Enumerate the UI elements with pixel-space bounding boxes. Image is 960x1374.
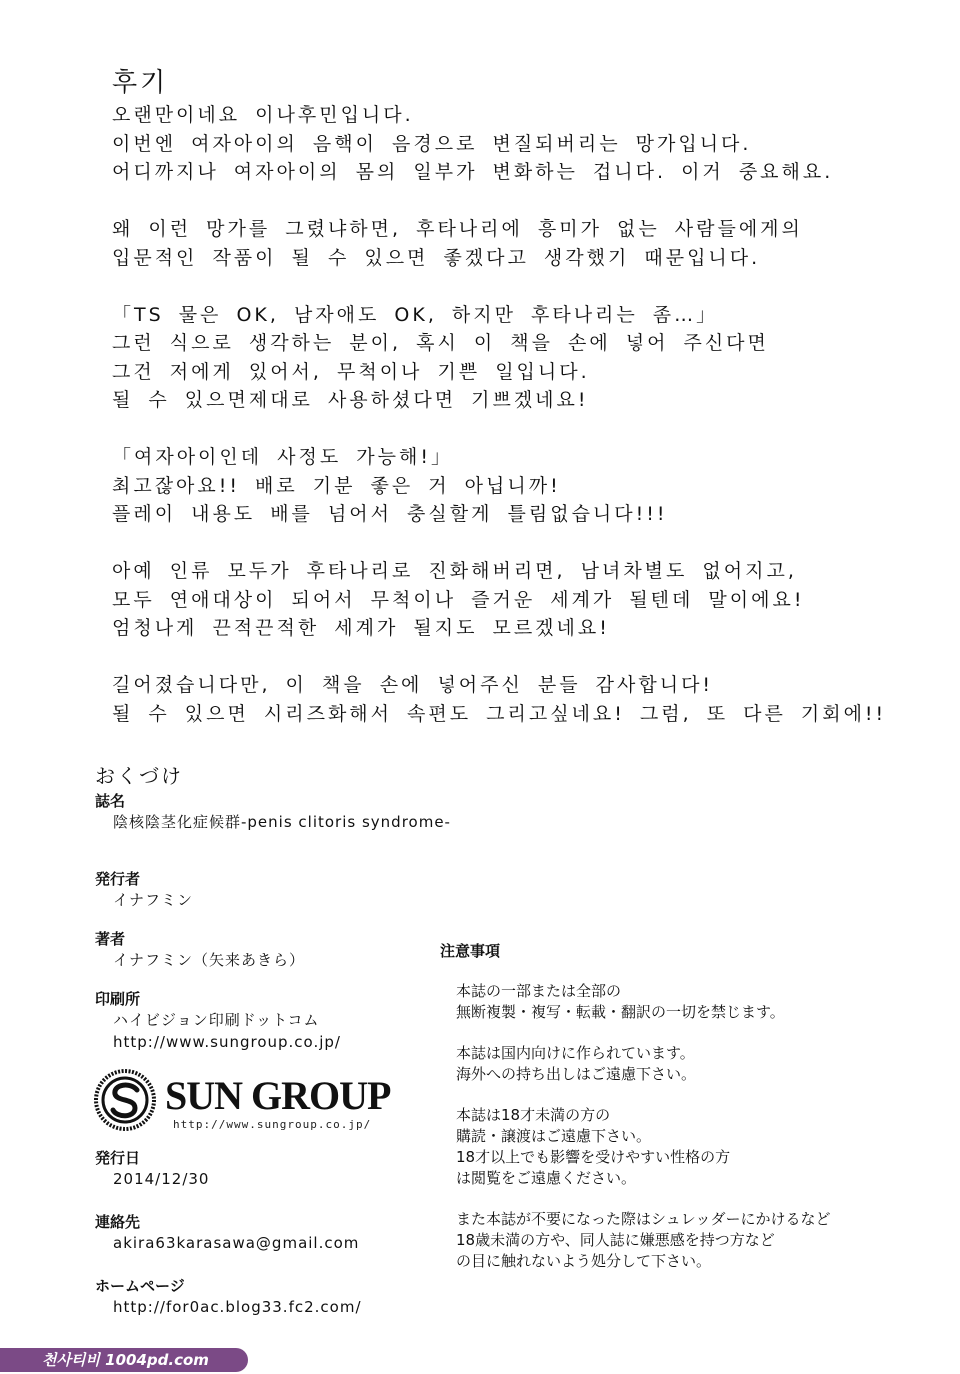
colophon-lower — [95, 1148, 435, 1332]
notice-paragraph — [440, 1105, 900, 1189]
logo-wordmark: SUN GROUP — [165, 1073, 391, 1118]
homepage-label: ホームページ — [95, 1277, 185, 1295]
afterword-line: 최고잖아요!! 배로 기분 좋은 거 아닙니까! — [112, 474, 561, 497]
afterword-line: 될 수 있으면제대로 사용하셨다면 기쁘겠네요! — [112, 389, 589, 411]
watermark-banner[interactable]: 천사티비 1004pd.com — [0, 1348, 248, 1372]
date-value: 2014/12/30 — [113, 1170, 210, 1188]
notice-heading: 注意事項 — [440, 942, 501, 960]
afterword-line: 왜 이런 망가를 그렸냐하면, 후타나리에 흥미가 없는 사람들에게의 — [112, 218, 803, 240]
notice-line: 本誌は国内向けに作られています。 — [456, 1044, 695, 1062]
printer-value: ハイビジョン印刷ドットコム — [113, 1011, 320, 1029]
notice-line: 無断複製・複写・転載・翻訳の一切を禁じます。 — [456, 1003, 785, 1021]
afterword-line: 「TS 물은 OK, 남자애도 OK, 하지만 후타나리는 좀…」 — [112, 303, 719, 326]
afterword-line: 모두 연애대상이 되어서 무척이나 즐거운 세계가 될텐데 말이에요! — [112, 588, 805, 611]
afterword-line: 어디까지나 여자아이의 몸의 일부가 변화하는 겁니다. 이거 중요해요. — [112, 161, 834, 183]
sun-group-logo — [93, 1068, 413, 1138]
notice-paragraph — [440, 1043, 900, 1085]
afterword-line: 입문적인 작품이 될 수 있으면 좋겠다고 생각했기 때문입니다. — [112, 246, 761, 269]
afterword-line: 그건 저에게 있어서, 무척이나 기쁜 일입니다. — [112, 360, 590, 383]
title-label: 誌名 — [95, 792, 126, 810]
notice-line: 本誌は18才未満の方の — [456, 1106, 611, 1124]
author-label: 著者 — [95, 930, 126, 948]
afterword-line: 플레이 내용도 배를 넘어서 충실할게 틀림없습니다!!! — [112, 503, 668, 525]
date-label: 発行日 — [95, 1149, 141, 1167]
printer-url[interactable]: http://www.sungroup.co.jp/ — [113, 1033, 341, 1051]
logo-url: http://www.sungroup.co.jp/ — [173, 1118, 372, 1131]
homepage-value[interactable]: http://for0ac.blog33.fc2.com/ — [113, 1298, 362, 1316]
notice-line: の目に触れないよう処分して下さい。 — [456, 1252, 712, 1270]
colophon — [95, 760, 451, 1067]
notice-line: は閲覧をご遠慮ください。 — [456, 1169, 637, 1187]
notice-paragraph — [440, 1209, 900, 1272]
notice-section — [440, 940, 900, 1292]
printer-label: 印刷所 — [95, 990, 141, 1008]
afterword-line: 아예 인류 모두가 후타나리로 진화해버리면, 남녀차별도 없어지고, — [112, 560, 797, 582]
afterword-line: 될 수 있으면 시리즈화해서 속편도 그리고싶네요! 그럼, 또 다른 기회에!! — [112, 702, 887, 725]
notice-line: 海外への持ち出しはご遠慮下さい。 — [456, 1065, 697, 1083]
contact-value[interactable]: akira63karasawa@gmail.com — [113, 1234, 360, 1252]
contact-label: 連絡先 — [95, 1213, 141, 1231]
publisher-value: イナフミン — [113, 891, 194, 909]
notice-line: 本誌の一部または全部の — [456, 982, 622, 1000]
notice-paragraph — [440, 981, 900, 1023]
afterword-line: 오랜만이네요 이나후민입니다. — [112, 104, 414, 126]
author-value: イナフミン（矢来あきら） — [113, 951, 306, 969]
sun-group-emblem-icon — [93, 1068, 157, 1132]
notice-line: 18歳未満の方や、同人誌に嫌悪感を持つ方など — [456, 1231, 775, 1249]
afterword — [112, 62, 902, 728]
colophon-heading: おくづけ — [95, 764, 183, 788]
afterword-line: 「여자아이인데 사정도 가능해!」 — [112, 446, 453, 468]
publisher-label: 発行者 — [95, 870, 141, 888]
notice-line: 18才以上でも影響を受けやすい性格の方 — [456, 1148, 731, 1166]
afterword-line: 길어졌습니다만, 이 책을 손에 넣어주신 분들 감사합니다! — [112, 674, 714, 696]
title-value: 陰核陰茎化症候群-penis clitoris syndrome- — [113, 813, 451, 831]
afterword-title: 후기 — [112, 68, 169, 98]
afterword-line: 엄청나게 끈적끈적한 세계가 될지도 모르겠네요! — [112, 617, 610, 639]
notice-line: 購読・譲渡はご遠慮下さい。 — [456, 1127, 652, 1145]
afterword-line: 그런 식으로 생각하는 분이, 혹시 이 책을 손에 넣어 주신다면 — [112, 332, 769, 354]
afterword-line: 이번엔 여자아이의 음핵이 음경으로 변질되버리는 망가입니다. — [112, 132, 752, 155]
notice-line: また本誌が不要になった際はシュレッダーにかけるなど — [456, 1210, 831, 1228]
